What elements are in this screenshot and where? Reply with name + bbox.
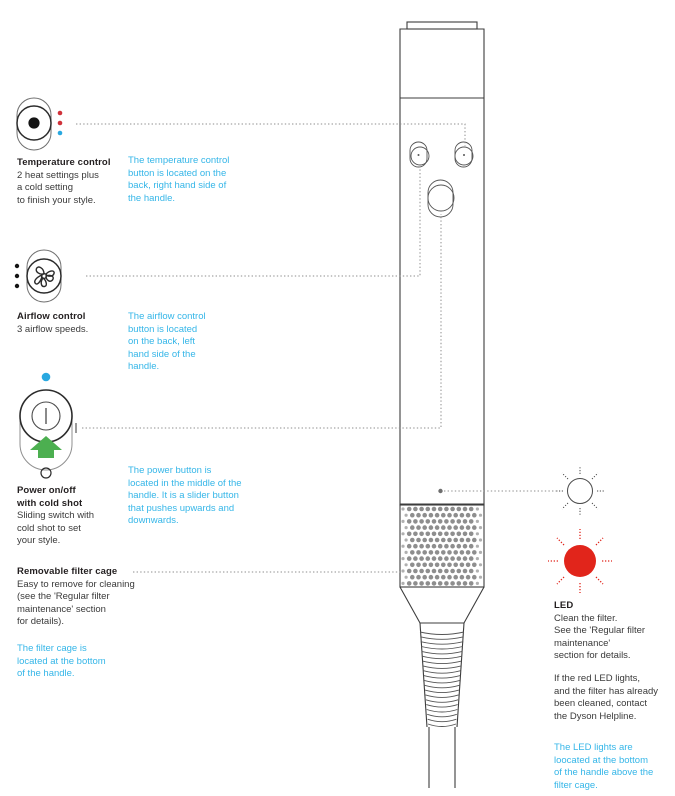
led-red-icon (548, 529, 612, 593)
body-taper (400, 587, 484, 623)
cold-shot-blue-dot (42, 373, 51, 382)
note-power-l5: downwards. (128, 515, 179, 527)
power-heading-1: Power on/off (17, 485, 76, 496)
note-filter-cage-l2: located at the bottom (17, 655, 106, 667)
filter-cage-heading: Removable filter cage (17, 566, 118, 577)
note-temperature-l1: The temperature control (128, 155, 230, 166)
heat-dot-2 (58, 121, 63, 126)
temperature-body-3: to finish your style. (17, 194, 96, 206)
speed-dot-2 (15, 274, 19, 278)
led-body-3: maintenance' (554, 637, 611, 649)
power-heading-2: with cold shot (17, 497, 83, 509)
note-airflow-l4: hand side of the (128, 348, 196, 360)
temperature-control-icon (17, 98, 62, 150)
fan-glyph (35, 267, 54, 287)
temperature-button (455, 142, 473, 167)
power-body-1: Sliding switch with (17, 510, 95, 522)
top-cap (407, 22, 477, 29)
callout-temperature (17, 157, 132, 207)
led-body-4: section for details. (554, 650, 631, 662)
note-airflow (128, 311, 233, 374)
note-airflow-l2: button is located (128, 323, 198, 335)
callout-filter-cage (17, 566, 147, 629)
led-body2-3: been cleaned, contact (554, 698, 647, 710)
note-power-l1: The power button is (128, 465, 212, 476)
filter-cage (400, 505, 484, 587)
note-power-l3: handle. It is a slider button (128, 490, 239, 502)
leader-temperature (76, 124, 465, 146)
note-led-l1: The LED lights are (554, 742, 633, 753)
callout-led-secondary (554, 673, 675, 723)
airflow-heading: Airflow control (17, 311, 86, 322)
cable-strain-relief (420, 623, 464, 727)
note-temperature-l3: back, right hand side of (128, 180, 227, 192)
note-led-l2: loocated at the bottom (554, 754, 649, 766)
note-power-l4: that pushes upwards and (128, 502, 235, 514)
temperature-body-1: 2 heat settings plus (17, 169, 99, 181)
callout-led (554, 600, 672, 663)
note-airflow-l5: handle. (128, 361, 160, 373)
note-led-l3: of the handle above the (554, 767, 654, 779)
speed-dot-1 (15, 264, 19, 268)
note-temperature-l4: the handle. (128, 192, 176, 204)
led-body-2: See the 'Regular filter (554, 625, 646, 637)
filter-cage-body-3: maintenance' section (17, 603, 106, 615)
temperature-body-2: a cold setting (17, 182, 73, 194)
filter-cage-body-1: Easy to remove for cleaning (17, 578, 135, 590)
dryer-body (400, 29, 484, 505)
filter-cage-body-4: for details). (17, 616, 64, 628)
note-power (128, 465, 253, 528)
heat-dot-1 (58, 111, 63, 116)
note-led-l4: filter cage. (554, 779, 598, 791)
callout-airflow (17, 311, 132, 336)
led-body2-1: If the red LED lights, (554, 673, 641, 684)
filter-cage-body-2: (see the 'Regular filter (17, 591, 110, 603)
hair-dryer-illustration (400, 22, 484, 788)
note-airflow-l3: on the back, left (128, 336, 196, 348)
cold-dot (58, 131, 63, 136)
led-body2-4: the Dyson Helpline. (554, 710, 637, 722)
temperature-heading: Temperature control (17, 157, 111, 168)
note-airflow-l1: The airflow control (128, 311, 206, 322)
power-cable (429, 727, 455, 788)
note-temperature-l2: button is located on the (128, 167, 227, 179)
note-led (554, 742, 675, 792)
note-power-l2: located in the middle of the (128, 477, 242, 489)
power-cold-shot-icon (20, 373, 72, 478)
airflow-button (410, 142, 429, 167)
airflow-control-icon (15, 250, 61, 302)
callout-power (17, 485, 132, 548)
note-temperature (128, 155, 233, 205)
note-filter-cage (17, 643, 137, 681)
note-filter-cage-l1: The filter cage is (17, 643, 87, 654)
led-indicator-dot (438, 489, 442, 493)
led-body-1: Clean the filter. (554, 612, 618, 624)
airflow-body-1: 3 airflow speeds. (17, 323, 89, 335)
led-body2-2: and the filter has already (554, 685, 659, 697)
speed-dot-3 (15, 284, 19, 288)
power-body-2: cold shot to set (17, 522, 81, 534)
power-slider-button (428, 180, 454, 217)
power-body-3: your style. (17, 535, 61, 547)
note-filter-cage-l3: of the handle. (17, 668, 75, 680)
led-off-icon (555, 466, 605, 516)
led-heading: LED (554, 600, 574, 611)
